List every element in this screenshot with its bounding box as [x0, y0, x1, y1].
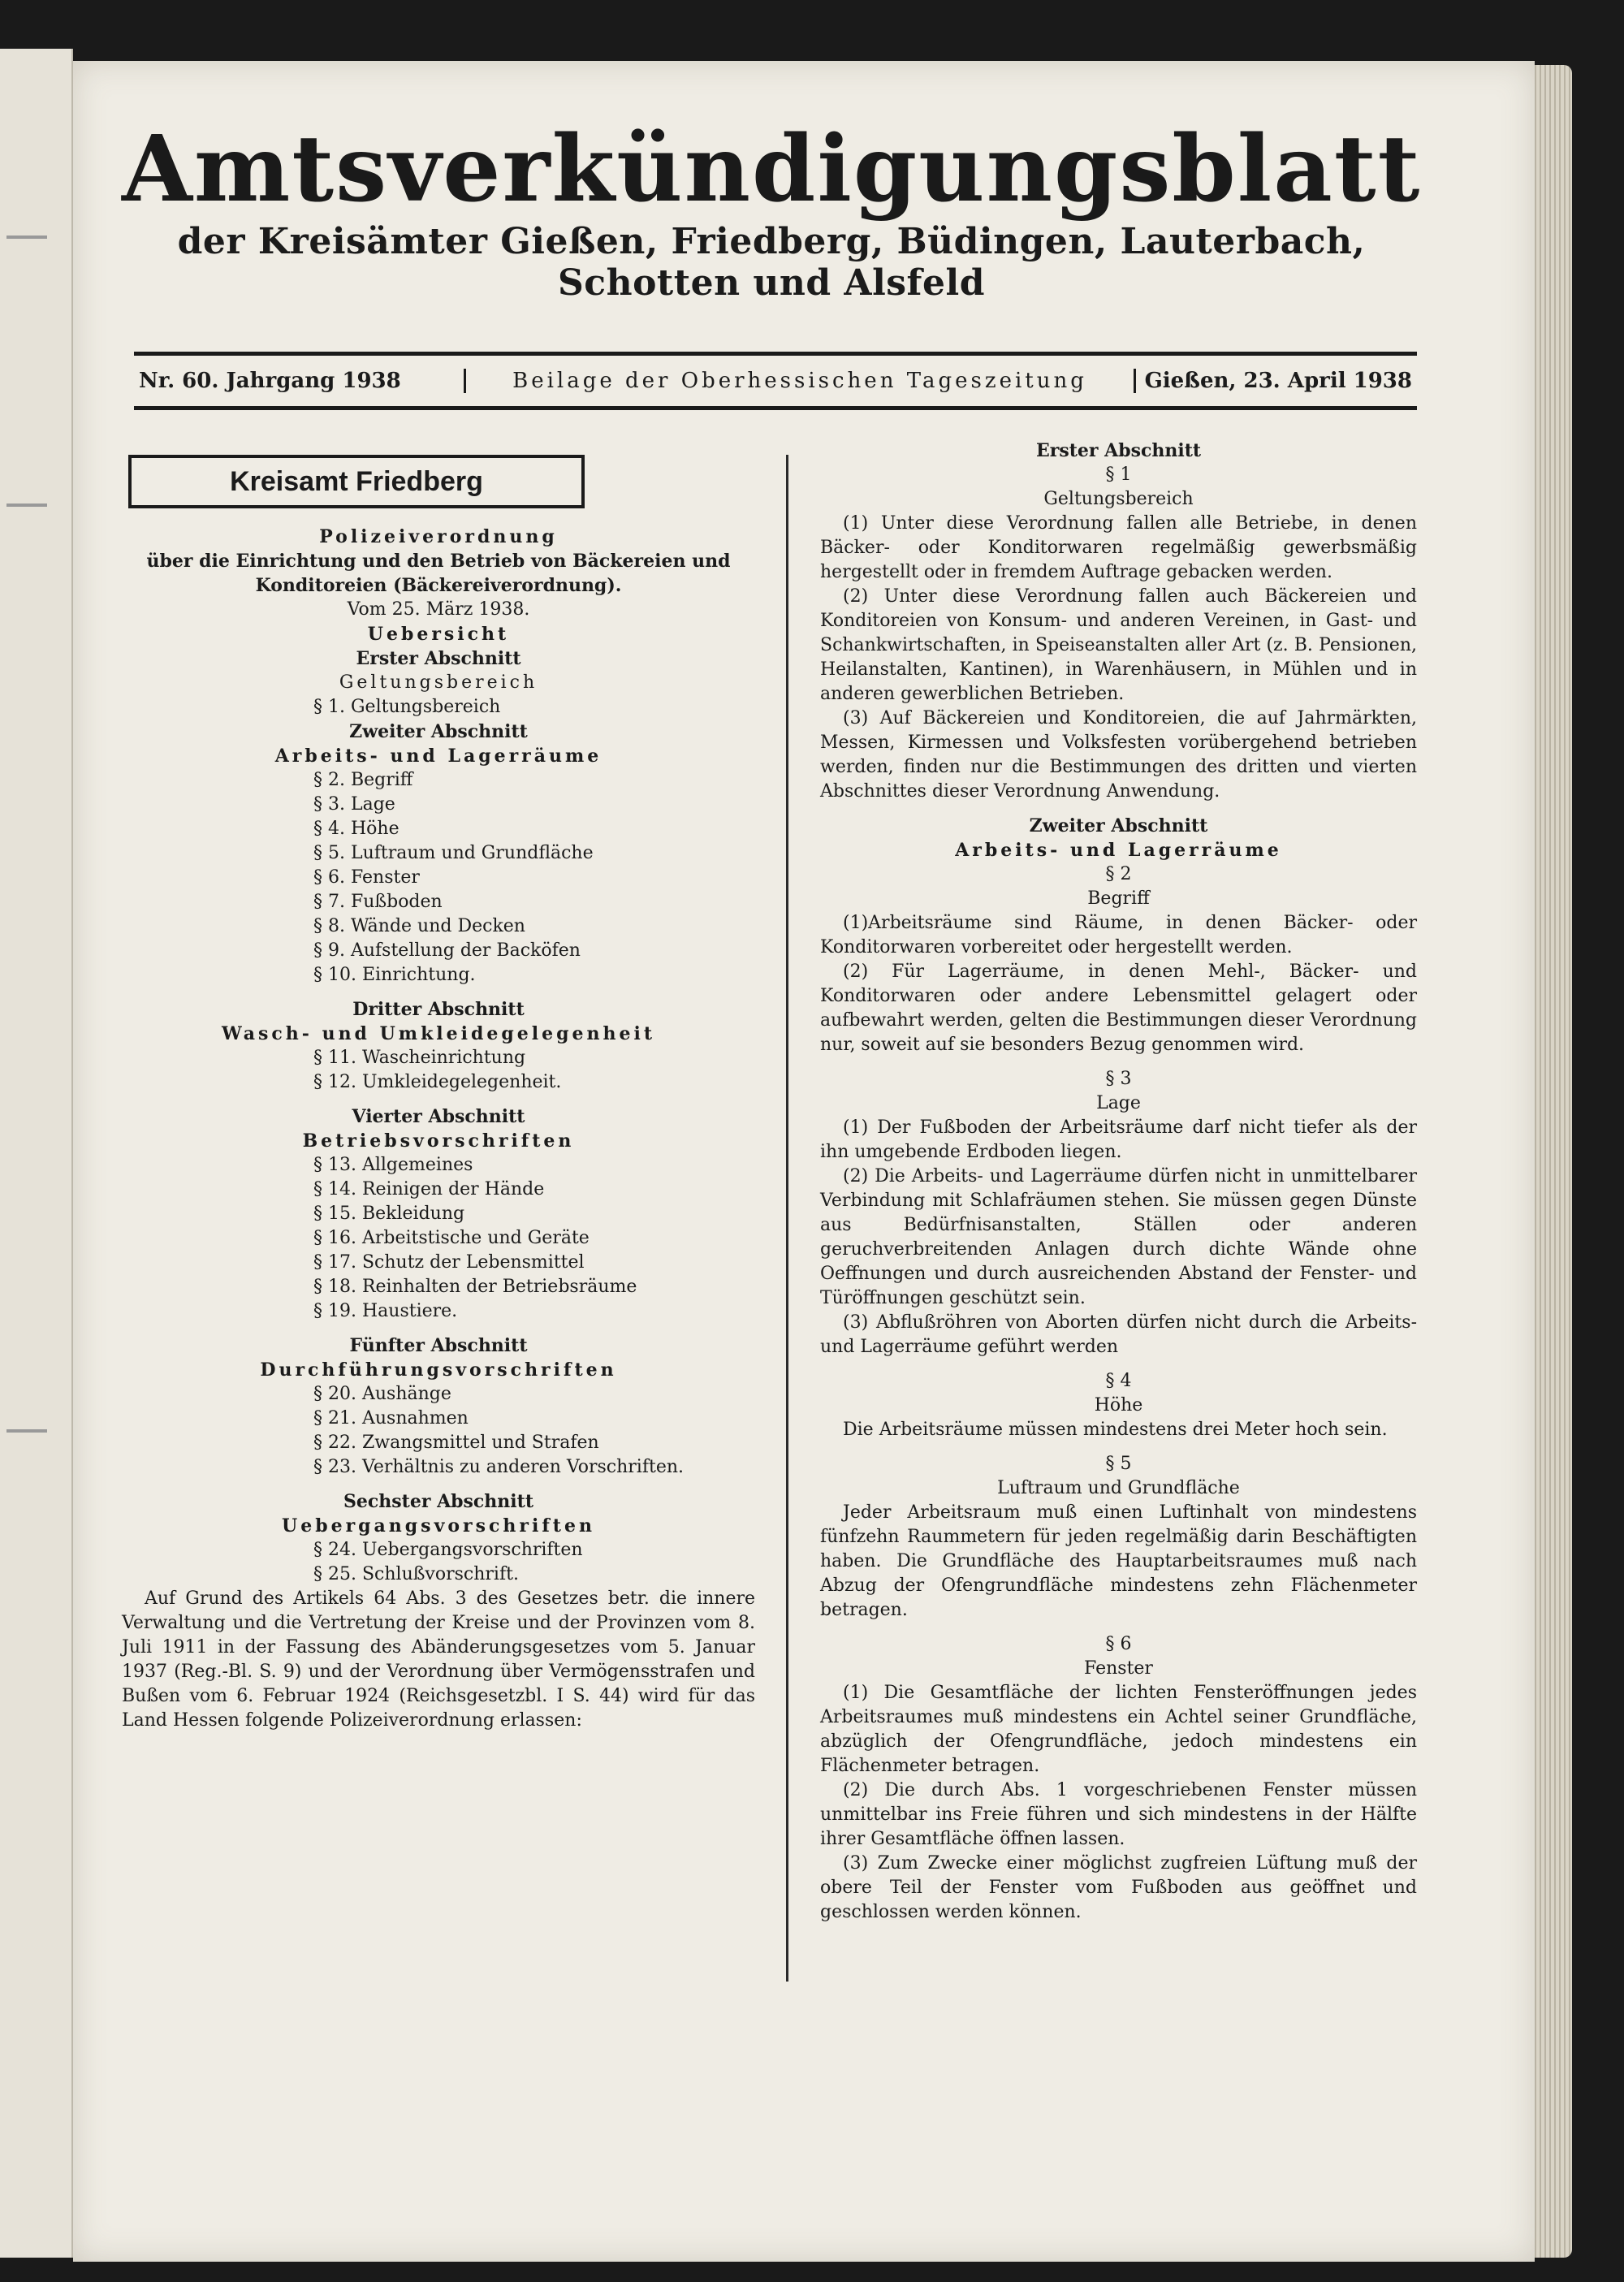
toc-item: § 1. Geltungsbereich	[313, 697, 501, 717]
toc-item: § 8. Wände und Decken	[313, 916, 525, 936]
toc-item: § 20. Aushänge	[313, 1384, 451, 1404]
section-name: Durchführungsvorschriften	[260, 1359, 617, 1381]
left-column	[122, 439, 755, 1733]
section-name: Betriebsvorschriften	[302, 1130, 575, 1152]
body-paragraph: Jeder Arbeitsraum muß einen Luftinhalt von mindestens fünfzehn Raummetern für jeden regelmäßig darin Beschäftigten haben. Die Grundfläche des Hauptarbeitsraumes muß nach Abzug der Ofengrundfläche mindestens zehn Flächenmeter betragen.	[820, 1502, 1417, 1620]
section-name: Wasch- und Umkleidegelegenheit	[221, 1023, 656, 1044]
column-divider	[786, 455, 788, 1982]
toc-item: § 22. Zwangsmittel und Strafen	[313, 1433, 599, 1453]
body-paragraph: (1)Arbeitsräume sind Räume, in denen Bäcker- oder Konditorwaren vorbereitet oder hergestellt werden.	[820, 913, 1417, 957]
toc-item: § 2. Begriff	[313, 770, 413, 790]
bleed-mark	[6, 1429, 47, 1433]
ordinance-date: Vom 25. März 1938.	[347, 599, 530, 620]
right-column	[820, 439, 1417, 1925]
paragraph-number: § 5	[1105, 1454, 1132, 1474]
ordinance-subject: Konditoreien (Bäckereiverordnung).	[255, 575, 622, 596]
masthead-title: Amtsverkündigungsblatt	[122, 116, 1422, 223]
section-name: Geltungsbereich	[339, 672, 538, 693]
toc-item: § 23. Verhältnis zu anderen Vorschriften.	[313, 1457, 684, 1477]
toc-item: § 18. Reinhalten der Betriebsräume	[313, 1277, 637, 1297]
preamble-paragraph: Auf Grund des Artikels 64 Abs. 3 des Gesetzes betr. die innere Verwaltung und die Vertretung der Kreise und der Provinzen vom 8. Juli 1911 in der Fassung des Abänderungsgesetzes vom 5. Januar 1937 (Reg.-Bl. S. 9) und der Verordnung über Vermögensstrafen und Bußen vom 6. Februar 1924 (Reichsgesetzbl. I S. 44) wird für das Land Hessen folgende Polizeiverordnung erlassen:	[122, 1588, 755, 1731]
ordinance-subject: über die Einrichtung und den Betrieb von Bäckereien und	[146, 551, 731, 572]
section-title: Erster Abschnitt	[1035, 440, 1202, 461]
masthead	[122, 116, 1422, 304]
bleed-mark	[6, 504, 47, 507]
toc-item: § 17. Schutz der Lebensmittel	[313, 1252, 585, 1273]
body-paragraph: (3) Zum Zwecke einer möglichst zugfreien Lüftung muß der obere Teil der Fenster vom Fußboden aus geöffnet und geschlossen werden können.	[820, 1853, 1417, 1922]
overview-heading: Uebersicht	[367, 624, 510, 645]
toc-item: § 10. Einrichtung.	[313, 965, 476, 985]
paragraph-name: Geltungsbereich	[1043, 489, 1194, 509]
body-paragraph: (2) Für Lagerräume, in denen Mehl-, Bäcker- und Konditorwaren oder andere Lebensmittel gelagert oder aufbewahrt werden, gelten die Bestimmungen dieser Verordnung nur, soweit auf sie besonders Bezug genommen wird.	[820, 962, 1417, 1055]
toc-item: § 7. Fußboden	[313, 892, 443, 912]
section-title: Vierter Abschnitt	[352, 1106, 525, 1127]
toc-item: § 9. Aufstellung der Backöfen	[313, 940, 581, 961]
paragraph-name: Höhe	[1094, 1395, 1143, 1415]
issue-date: Gießen, 23. April 1938	[1144, 369, 1412, 393]
toc-item: § 15. Bekleidung	[313, 1204, 465, 1224]
body-paragraph: (1) Die Gesamtfläche der lichten Fensteröffnungen jedes Arbeitsraumes muß mindestens ein Achtel seiner Grundfläche, abzüglich der Ofengrundfläche, jedoch mindestens ein Flächenmeter betragen.	[820, 1683, 1417, 1776]
toc-item: § 5. Luftraum und Grundfläche	[313, 843, 594, 863]
toc-item: § 25. Schlußvorschrift.	[313, 1564, 519, 1584]
body-paragraph: (1) Unter diese Verordnung fallen alle Betriebe, in denen Bäcker- oder Konditorwaren regelmäßig gewerbsmäßig hergestellt oder in fremdem Auftrage gebacken werden.	[820, 513, 1417, 582]
bleed-mark	[6, 236, 47, 239]
toc-item: § 4. Höhe	[313, 819, 400, 839]
body-paragraph: (3) Abflußröhren von Aborten dürfen nicht durch die Arbeits- und Lagerräume geführt werden	[820, 1312, 1417, 1357]
body-paragraph: (2) Die durch Abs. 1 vorgeschriebenen Fenster müssen unmittelbar ins Freie führen und sich mindestens in der Hälfte ihrer Gesamtfläche öffnen lassen.	[820, 1780, 1417, 1849]
paragraph-number: § 4	[1105, 1371, 1132, 1391]
paragraph-number: § 3	[1105, 1069, 1132, 1089]
paragraph-name: Begriff	[1087, 888, 1150, 909]
body-paragraph: (2) Die Arbeits- und Lagerräume dürfen nicht in unmittelbarer Verbindung mit Schlafräumen stehen. Sie müssen gegen Dünste aus Bedürfnisanstalten, Ställen oder anderen geruchverbreitenden Anlagen durch dichte Wände ohne Oeffnungen und durch ausreichenden Abstand der Fenster- und Türöffnungen geschützt sein.	[820, 1166, 1417, 1308]
issue-number: Nr. 60. Jahrgang 1938	[139, 369, 401, 393]
paragraph-number: § 1	[1105, 465, 1132, 485]
paragraph-name: Lage	[1096, 1093, 1141, 1113]
facing-page-edge	[0, 49, 73, 2258]
section-title: Zweiter Abschnitt	[1029, 815, 1208, 836]
paragraph-number: § 2	[1105, 864, 1132, 884]
paragraph-name: Fenster	[1084, 1658, 1153, 1679]
section-title: Fünfter Abschnitt	[349, 1335, 528, 1356]
section-name: Arbeits- und Lagerräume	[955, 840, 1282, 861]
paragraph-name: Luftraum und Grundfläche	[997, 1478, 1240, 1498]
toc-item: § 12. Umkleidegelegenheit.	[313, 1072, 562, 1092]
supplement-line: Beilage der Oberhessischen Tageszeitung	[464, 369, 1136, 393]
section-title: Zweiter Abschnitt	[349, 721, 528, 742]
toc-item: § 19. Haustiere.	[313, 1301, 458, 1321]
section-name: Arbeits- und Lagerräume	[274, 746, 603, 767]
toc-item: § 14. Reinigen der Hände	[313, 1179, 545, 1199]
section-name: Uebergangsvorschriften	[282, 1515, 595, 1536]
authority-box: Kreisamt Friedberg	[128, 455, 585, 508]
toc-item: § 24. Uebergangsvorschriften	[313, 1540, 583, 1560]
body-paragraph: (2) Unter diese Verordnung fallen auch Bäckereien und Konditoreien von Konsum- und anderen Vereinen, in Gast- und Schankwirtschaften, in Speiseanstalten aller Art (z. B. Pensionen, Heilanstalten, Kantinen), in Warenhäusern, in Mühlen und in anderen gewerblichen Betrieben.	[820, 586, 1417, 704]
toc-item: § 6. Fenster	[313, 867, 420, 888]
section-title: Dritter Abschnitt	[352, 999, 525, 1020]
section-title: Erster Abschnitt	[356, 648, 521, 669]
issue-info-bar	[134, 352, 1417, 410]
body-paragraph: (1) Der Fußboden der Arbeitsräume darf nicht tiefer als der ihn umgebende Erdboden liegen.	[820, 1117, 1417, 1162]
ordinance-heading: Polizeiverordnung	[319, 526, 558, 547]
section-title: Sechster Abschnitt	[343, 1491, 533, 1512]
toc-item: § 11. Wascheinrichtung	[313, 1048, 526, 1068]
toc-item: § 13. Allgemeines	[313, 1155, 473, 1175]
toc-item: § 21. Ausnahmen	[313, 1408, 469, 1428]
body-paragraph: (3) Auf Bäckereien und Konditoreien, die auf Jahrmärkten, Messen, Kirmessen und Volksfesten vorübergehend betrieben werden, finden nur die Bestimmungen des dritten und vierten Abschnittes dieser Verordnung Anwendung.	[820, 708, 1417, 802]
toc-item: § 16. Arbeitstische und Geräte	[313, 1228, 590, 1248]
masthead-subtitle: der Kreisämter Gießen, Friedberg, Büdingen, Lauterbach, Schotten und Alsfeld	[177, 220, 1366, 304]
body-paragraph: Die Arbeitsräume müssen mindestens drei Meter hoch sein.	[843, 1420, 1388, 1440]
paragraph-number: § 6	[1105, 1634, 1132, 1654]
toc-item: § 3. Lage	[313, 794, 395, 815]
